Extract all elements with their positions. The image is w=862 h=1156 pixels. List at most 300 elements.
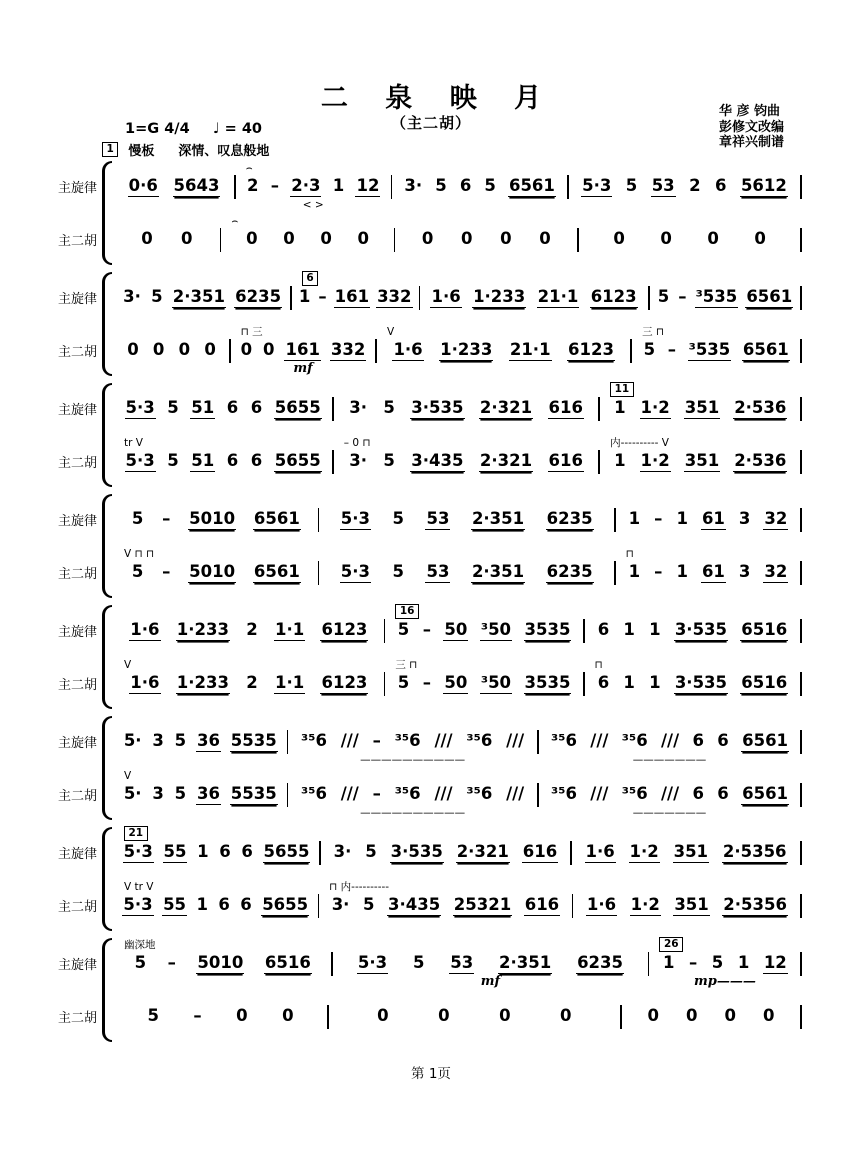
- note-group: 1·6: [130, 673, 160, 692]
- measure-annotation-below: [221, 252, 393, 266]
- measure: [539, 768, 801, 821]
- measure: [114, 715, 287, 768]
- measure-annotation-below: [650, 310, 801, 324]
- note-group: 25321: [453, 895, 512, 914]
- staff-label-erhu: 主二胡: [58, 234, 98, 249]
- barline: [800, 783, 802, 807]
- measure-annotation-below: [321, 865, 570, 879]
- staff-label-melody: 主旋律: [58, 403, 98, 418]
- measure: [288, 715, 537, 768]
- measure-annotation-above: [114, 160, 234, 175]
- system-2: [58, 271, 802, 377]
- measure-annotation-above: [231, 324, 376, 339]
- measure-annotation-above: [649, 937, 800, 952]
- note-group: 0: [686, 1006, 698, 1025]
- staff-label-melody: 主旋律: [58, 625, 98, 640]
- measure-annotation-above: [319, 546, 614, 561]
- note-group: 5: [167, 451, 179, 470]
- note-group: 616: [548, 451, 583, 470]
- measure-notes: [572, 841, 801, 865]
- note-group: 0: [246, 229, 258, 248]
- note-group: 1·6: [585, 842, 615, 861]
- staff-label-erhu: 主二胡: [58, 789, 98, 804]
- measure-notes: [616, 508, 801, 532]
- measure-annotation-above: [114, 435, 332, 450]
- measure-notes: [321, 841, 570, 865]
- measure: [585, 657, 801, 710]
- note-group: 5655: [263, 842, 310, 861]
- articulation-marks: ⊓: [594, 659, 603, 671]
- note-group: –: [372, 784, 381, 803]
- measure-notes: [650, 286, 801, 310]
- note-group: 332: [377, 287, 412, 306]
- measure-number: 26: [659, 937, 683, 952]
- note-group: 21·1: [537, 287, 579, 306]
- measure-notes: [377, 339, 631, 363]
- note-group: 3·: [123, 287, 141, 306]
- measure: [236, 160, 391, 213]
- measure-annotation-above: [334, 435, 599, 450]
- note-group: 21·1: [509, 340, 551, 359]
- dynamic-mark: ——————————: [360, 754, 466, 766]
- note-group: 0: [283, 229, 295, 248]
- measure-notes: [114, 450, 332, 474]
- note-group: 2·5356: [722, 842, 787, 861]
- note-group: 3·: [404, 176, 423, 195]
- note-group: 3·: [331, 895, 350, 914]
- measure-annotation-above: [114, 879, 318, 894]
- measure-annotation-above: [650, 271, 801, 286]
- note-group: –: [270, 176, 279, 195]
- measure-notes: [114, 841, 319, 865]
- measure-annotation-below: [114, 976, 331, 990]
- articulation-marks: V tr V: [124, 881, 154, 893]
- measure-notes: [319, 894, 572, 918]
- measure-annotation-below: [573, 918, 800, 932]
- metronome-mark: ♩ = 40: [212, 121, 262, 137]
- note-group: 1·1: [274, 620, 305, 639]
- measure-notes: [114, 894, 318, 918]
- note-group: 0: [282, 1006, 294, 1025]
- measure-annotation-below: [114, 643, 384, 657]
- measure-annotation-below: [569, 199, 801, 213]
- measure-annotation-below: [616, 532, 801, 546]
- note-group: 5010: [197, 953, 244, 972]
- note-group: ///: [590, 784, 609, 803]
- measure: [321, 826, 570, 879]
- measure-notes: [114, 175, 234, 199]
- note-group: 6516: [741, 620, 788, 639]
- measure-notes: [600, 397, 800, 421]
- measure-annotation-below: [539, 807, 801, 821]
- note-group: 6: [597, 673, 610, 692]
- note-group: 6516: [264, 953, 311, 972]
- measure-annotation-below: [114, 807, 287, 821]
- staves: [114, 604, 802, 710]
- note-group: 5: [397, 620, 410, 639]
- note-group: 1: [663, 953, 675, 972]
- measure: [114, 382, 332, 435]
- staff-labels: [58, 826, 102, 932]
- note-group: ³⁵6: [621, 731, 648, 750]
- note-group: 61: [701, 509, 725, 528]
- note-group: 61: [701, 562, 725, 581]
- note-group: 6561: [253, 509, 300, 528]
- note-group: –: [422, 673, 431, 692]
- system-brace: [102, 827, 112, 931]
- note-group: 1·2: [640, 451, 670, 470]
- measure: [114, 826, 319, 879]
- measure-annotation-above: [221, 213, 393, 228]
- measure: [114, 879, 318, 932]
- staves: [114, 937, 802, 1043]
- measure-notes: [333, 952, 648, 976]
- measure: [585, 604, 801, 657]
- staff-erhu: [114, 768, 802, 821]
- note-group: 1·233: [473, 287, 526, 306]
- dynamic-mark: ——————————: [360, 807, 466, 819]
- barline: [800, 1005, 802, 1029]
- staff-melody: [114, 160, 802, 213]
- system-brace: [102, 272, 112, 376]
- articulation-marks: 幽深地: [124, 939, 156, 951]
- measure: [114, 493, 318, 546]
- measure-annotation-above: [622, 990, 801, 1005]
- measure: [600, 382, 800, 435]
- measure-annotation-above: [539, 768, 801, 783]
- note-group: 1: [298, 287, 311, 306]
- measure: [221, 213, 393, 266]
- note-group: 2·351: [172, 287, 225, 306]
- measure: [288, 768, 537, 821]
- note-group: 6235: [577, 953, 624, 972]
- note-group: 53: [426, 562, 450, 581]
- measure-notes: [334, 450, 599, 474]
- staff-labels: [58, 604, 102, 710]
- note-group: 6561: [742, 784, 789, 803]
- articulation-marks: V ⊓ ⊓: [124, 548, 155, 560]
- barline: [800, 450, 802, 474]
- articulation-marks: V: [124, 770, 132, 782]
- note-group: 1: [623, 620, 635, 639]
- measure: [231, 324, 376, 377]
- note-group: 1·2: [640, 398, 670, 417]
- tempo-expression-line: [102, 140, 269, 159]
- system-brace: [102, 383, 112, 487]
- measure-notes: [392, 175, 567, 199]
- measure-annotation-below: [392, 199, 567, 213]
- note-group: 0·6: [128, 176, 158, 195]
- measure-annotation-below: [114, 754, 287, 768]
- measure-notes: [114, 672, 384, 696]
- note-group: 5·3: [123, 895, 153, 914]
- system-3: [58, 382, 802, 488]
- staff-erhu: [114, 324, 802, 377]
- credit-engraver: 章祥兴制谱: [718, 135, 784, 150]
- staff-label-melody: 主旋律: [58, 847, 98, 862]
- note-group: 6: [715, 176, 727, 195]
- note-group: 0: [500, 229, 512, 248]
- note-group: 3: [738, 562, 751, 581]
- measure-annotation-above: [114, 382, 332, 397]
- note-group: –: [422, 620, 431, 639]
- measure-notes: [385, 619, 583, 643]
- note-group: 0: [499, 1006, 511, 1025]
- staves: [114, 382, 802, 488]
- note-group: 5: [392, 562, 404, 581]
- note-group: 5·3: [340, 509, 371, 528]
- note-group: 0: [181, 229, 193, 248]
- note-group: 32: [764, 509, 788, 528]
- measure-annotation-below: [114, 363, 229, 377]
- note-group: 32: [764, 562, 788, 581]
- note-group: 6235: [546, 562, 593, 581]
- note-group: 6: [597, 620, 610, 639]
- note-group: 5: [643, 340, 656, 359]
- note-group: 5655: [262, 895, 309, 914]
- system-brace: [102, 716, 112, 820]
- note-group: 3: [152, 731, 164, 750]
- staves: [114, 160, 802, 266]
- measure-notes: [114, 1005, 327, 1029]
- note-group: 6: [226, 451, 239, 470]
- measure-number: 11: [610, 382, 634, 397]
- measure-annotation-above: [114, 213, 220, 228]
- measure: [649, 937, 800, 990]
- staff-melody: [114, 715, 802, 768]
- note-group: 6: [717, 784, 729, 803]
- articulation-marks: V: [124, 659, 132, 671]
- note-group: 351: [684, 398, 720, 417]
- credit-composer: 华 彦 钧曲: [718, 104, 781, 119]
- note-group: 5·3: [123, 842, 153, 861]
- measure-annotation-above: [333, 937, 648, 952]
- note-group: 36: [196, 784, 220, 803]
- barline: [800, 175, 802, 199]
- note-group: 1·6: [130, 620, 160, 639]
- note-group: –: [654, 509, 663, 528]
- note-group: ³535: [688, 340, 731, 359]
- measure-notes: [114, 952, 331, 976]
- measure-notes: [114, 286, 290, 310]
- staff-erhu: [114, 879, 802, 932]
- note-group: 2·3: [291, 176, 321, 195]
- articulation-marks: 内---------- V: [610, 437, 669, 449]
- measure: [114, 604, 384, 657]
- system-brace: [102, 494, 112, 598]
- barline: [800, 397, 802, 421]
- measure-annotation-above: [600, 435, 800, 450]
- note-group: 5: [131, 509, 144, 528]
- articulation-marks: 三 ⊓: [642, 326, 665, 338]
- note-group: 0: [539, 229, 551, 248]
- measure: [319, 546, 614, 599]
- measure-number: 21: [124, 826, 148, 841]
- staff-labels: [58, 271, 102, 377]
- measure: [114, 213, 220, 266]
- measure-annotation-above: [585, 657, 801, 672]
- measure: [539, 715, 801, 768]
- measure: [573, 879, 800, 932]
- note-group: 2: [247, 176, 259, 195]
- measure-notes: [569, 175, 801, 199]
- note-group: 2·5356: [723, 895, 787, 914]
- staff-label-erhu: 主二胡: [58, 900, 98, 915]
- piece-subtitle: （主二胡）: [390, 114, 471, 132]
- note-group: 3·: [349, 451, 367, 470]
- measure-notes: [114, 228, 220, 252]
- system-6: [58, 715, 802, 821]
- measure: [114, 435, 332, 488]
- measure-notes: [231, 339, 376, 363]
- staff-labels: [58, 160, 102, 266]
- rehearsal-number-1: 1: [102, 142, 118, 157]
- note-group: 0: [240, 340, 253, 359]
- measure-annotation-above: [319, 493, 614, 508]
- measure-annotation-below: [231, 363, 376, 377]
- note-group: 6561: [508, 176, 555, 195]
- staff-labels: [58, 382, 102, 488]
- note-group: 55: [163, 842, 187, 861]
- tempo-term: 慢板: [128, 144, 155, 159]
- note-group: 616: [524, 895, 560, 914]
- note-group: 5: [134, 953, 147, 972]
- note-group: 0: [141, 229, 153, 248]
- measure-notes: [221, 228, 393, 252]
- note-group: 1: [676, 509, 688, 528]
- note-group: 5: [383, 398, 395, 417]
- measure: [292, 271, 419, 324]
- note-group: –: [193, 1006, 202, 1025]
- measure-annotation-above: [585, 604, 801, 619]
- note-group: 0: [204, 340, 216, 359]
- note-group: 3·535: [411, 398, 464, 417]
- note-group: 6561: [253, 562, 300, 581]
- note-group: 6561: [746, 287, 793, 306]
- measure-annotation-below: [114, 918, 318, 932]
- note-group: 0: [421, 229, 434, 248]
- note-group: 5: [657, 287, 670, 306]
- system-brace: [102, 938, 112, 1042]
- note-group: ³⁵6: [466, 784, 493, 803]
- note-group: 5·: [123, 784, 142, 803]
- measure-annotation-below: [377, 363, 631, 377]
- note-group: ///: [590, 731, 609, 750]
- note-group: 1: [614, 451, 626, 470]
- note-group: 1·2: [630, 895, 660, 914]
- note-group: 6: [241, 842, 253, 861]
- note-group: 332: [330, 340, 366, 359]
- measure-annotation-below: [319, 585, 614, 599]
- measure-annotation-above: [395, 213, 577, 228]
- measure-notes: [649, 952, 800, 976]
- note-group: 3·535: [390, 842, 443, 861]
- measure-notes: [329, 1005, 620, 1029]
- staff-erhu: [114, 435, 802, 488]
- measure: [632, 324, 800, 377]
- note-group: 1: [628, 562, 641, 581]
- measure-annotation-below: [385, 643, 583, 657]
- note-group: 6: [692, 731, 704, 750]
- note-group: ³⁵6: [300, 731, 327, 750]
- measure: [114, 937, 331, 990]
- system-5: [58, 604, 802, 710]
- note-group: 1: [737, 953, 750, 972]
- note-group: –: [167, 953, 176, 972]
- measure: [114, 324, 229, 377]
- note-group: 5·3: [125, 451, 155, 470]
- measure-annotation-above: [114, 657, 384, 672]
- note-group: 6: [240, 895, 252, 914]
- measure-annotation-below: [572, 865, 801, 879]
- credit-arranger: 彭修文改编: [718, 119, 784, 135]
- note-group: 5: [397, 673, 410, 692]
- staff-label-melody: 主旋律: [58, 181, 98, 196]
- measure-annotation-below: [334, 474, 599, 488]
- note-group: ³⁵6: [394, 731, 421, 750]
- note-group: 5: [412, 953, 425, 972]
- note-group: 2: [246, 620, 258, 639]
- measure: [114, 546, 318, 599]
- articulation-marks: tr V: [124, 437, 143, 449]
- note-group: 0: [377, 1006, 389, 1025]
- note-group: 3·435: [411, 451, 464, 470]
- measure-annotation-below: [539, 754, 801, 768]
- note-group: 1: [628, 509, 641, 528]
- note-group: 6: [692, 784, 704, 803]
- note-group: –: [162, 509, 171, 528]
- measure-annotation-above: [334, 382, 599, 397]
- note-group: 5: [484, 176, 496, 195]
- articulation-marks: – 0 ⊓: [343, 437, 371, 449]
- note-group: 3535: [524, 620, 571, 639]
- staff-label-melody: 主旋律: [58, 514, 98, 529]
- note-group: 6: [717, 731, 729, 750]
- measure-notes: [288, 783, 537, 807]
- note-group: 6561: [742, 340, 789, 359]
- staff-erhu: [114, 213, 802, 266]
- measure: [114, 271, 290, 324]
- staff-melody: [114, 493, 802, 546]
- system-8: [58, 937, 802, 1043]
- note-group: 5: [435, 176, 447, 195]
- measure-annotation-above: [114, 271, 290, 286]
- measure-annotation-below: [385, 696, 583, 710]
- measure: [420, 271, 648, 324]
- measure-annotation-above: [539, 715, 801, 730]
- staff-label-erhu: 主二胡: [58, 345, 98, 360]
- barline: [800, 619, 802, 643]
- staff-melody: [114, 271, 802, 324]
- dynamic-mark: mf: [480, 974, 501, 989]
- note-group: 161: [334, 287, 370, 306]
- dynamic-mark: < >: [302, 199, 324, 211]
- measure-annotation-above: [114, 493, 318, 508]
- barline: [800, 286, 802, 310]
- measure-notes: [573, 894, 800, 918]
- note-group: ///: [340, 784, 359, 803]
- articulation-marks: ⊓ 内----------: [329, 881, 390, 893]
- note-group: 53: [651, 176, 675, 195]
- measure-annotation-above: [385, 604, 583, 619]
- articulation-marks: 三 ⊓: [395, 659, 418, 671]
- note-group: 5535: [230, 731, 277, 750]
- staff-labels: [58, 715, 102, 821]
- credits-block: [719, 104, 784, 151]
- staves: [114, 271, 802, 377]
- measure-notes: [385, 672, 583, 696]
- note-group: 2·351: [499, 953, 552, 972]
